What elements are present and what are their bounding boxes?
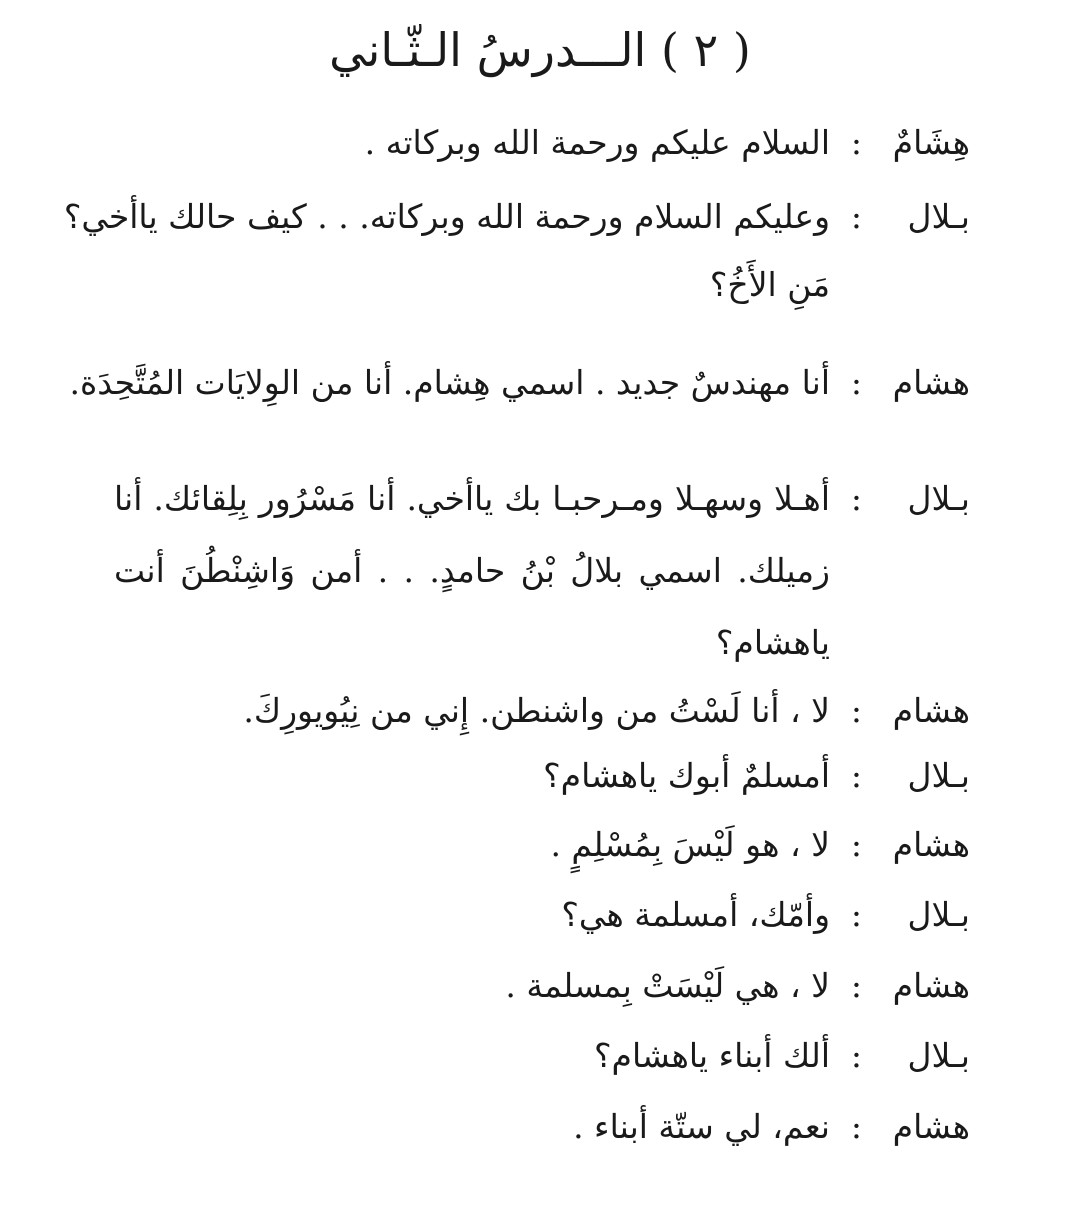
dialogue-line: أهـلا وسهـلا ومـرحبـا بك ياأخي. أنا مَسْرُور بِلِقائك. أنا: [114, 478, 830, 518]
speaker-name: هشام: [892, 965, 970, 1005]
dialogue-line: ألك أبناء ياهشام؟: [594, 1035, 830, 1075]
dialogue-line: وعليكم السلام ورحمة الله وبركاته. . . كيف حالك ياأخي؟: [63, 196, 830, 236]
dialogue-line: زميلك. اسمي بلالُ بْنُ حامدٍ. . . أمن وَاشِنْطُنَ أنت: [114, 550, 830, 590]
dialogue-line: نعم، لي ستّة أبناء .: [573, 1106, 830, 1146]
dialogue-line: وأمّك، أمسلمة هي؟: [561, 894, 830, 934]
dialogue-turn: [0, 186, 1080, 246]
dialogue-turn: [0, 1096, 1080, 1156]
speaker-colon: :: [850, 1106, 862, 1146]
dialogue-turn: [0, 884, 1080, 944]
speaker-name: هِشَامٌ: [892, 122, 970, 162]
speaker-colon: :: [850, 1035, 862, 1075]
dialogue-line: أنا مهندسٌ جديد . اسمي هِشام. أنا من الوِلايَات المُتَّحِدَة.: [69, 362, 830, 402]
speaker-name: بـلال: [907, 478, 970, 518]
dialogue-turn: [0, 1025, 1080, 1085]
speaker-colon: :: [850, 690, 862, 730]
speaker-name: هشام: [892, 1106, 970, 1146]
speaker-colon: :: [850, 478, 862, 518]
dialogue-line: السلام عليكم ورحمة الله وبركاته .: [364, 122, 830, 162]
page-title: ( ٢ ) الـــدرسُ الـثّـاني: [329, 23, 751, 77]
speaker-colon: :: [850, 894, 862, 934]
speaker-colon: :: [850, 196, 862, 236]
speaker-colon: :: [850, 362, 862, 402]
dialogue-continuation: [0, 540, 1080, 600]
dialogue-continuation: [0, 254, 1080, 314]
speaker-colon: :: [850, 122, 862, 162]
dialogue-turn: [0, 468, 1080, 528]
dialogue-line: أمسلمٌ أبوك ياهشام؟: [543, 755, 830, 795]
dialogue-turn: [0, 112, 1080, 172]
speaker-colon: :: [850, 965, 862, 1005]
dialogue-turn: [0, 745, 1080, 805]
dialogue-line: لا ، هو لَيْسَ بِمُسْلِمٍ .: [550, 824, 830, 864]
dialogue-turn: [0, 955, 1080, 1015]
speaker-name: هشام: [892, 362, 970, 402]
dialogue-line: مَنِ الأَخُ؟: [709, 264, 830, 304]
speaker-colon: :: [850, 824, 862, 864]
dialogue-turn: [0, 814, 1080, 874]
dialogue-line: لا ، أنا لَسْتُ من واشنطن. إِني من نِيُويورِكَ.: [243, 690, 830, 730]
dialogue-turn: [0, 352, 1080, 412]
speaker-name: هشام: [892, 824, 970, 864]
speaker-name: هشام: [892, 690, 970, 730]
speaker-name: بـلال: [907, 196, 970, 236]
speaker-name: بـلال: [907, 1035, 970, 1075]
speaker-name: بـلال: [907, 894, 970, 934]
dialogue-line: لا ، هي لَيْسَتْ بِمسلمة .: [505, 965, 830, 1005]
dialogue-turn: [0, 680, 1080, 740]
speaker-name: بـلال: [907, 755, 970, 795]
dialogue-continuation: [0, 612, 1080, 672]
dialogue-line: ياهشام؟: [715, 622, 830, 662]
speaker-colon: :: [850, 755, 862, 795]
